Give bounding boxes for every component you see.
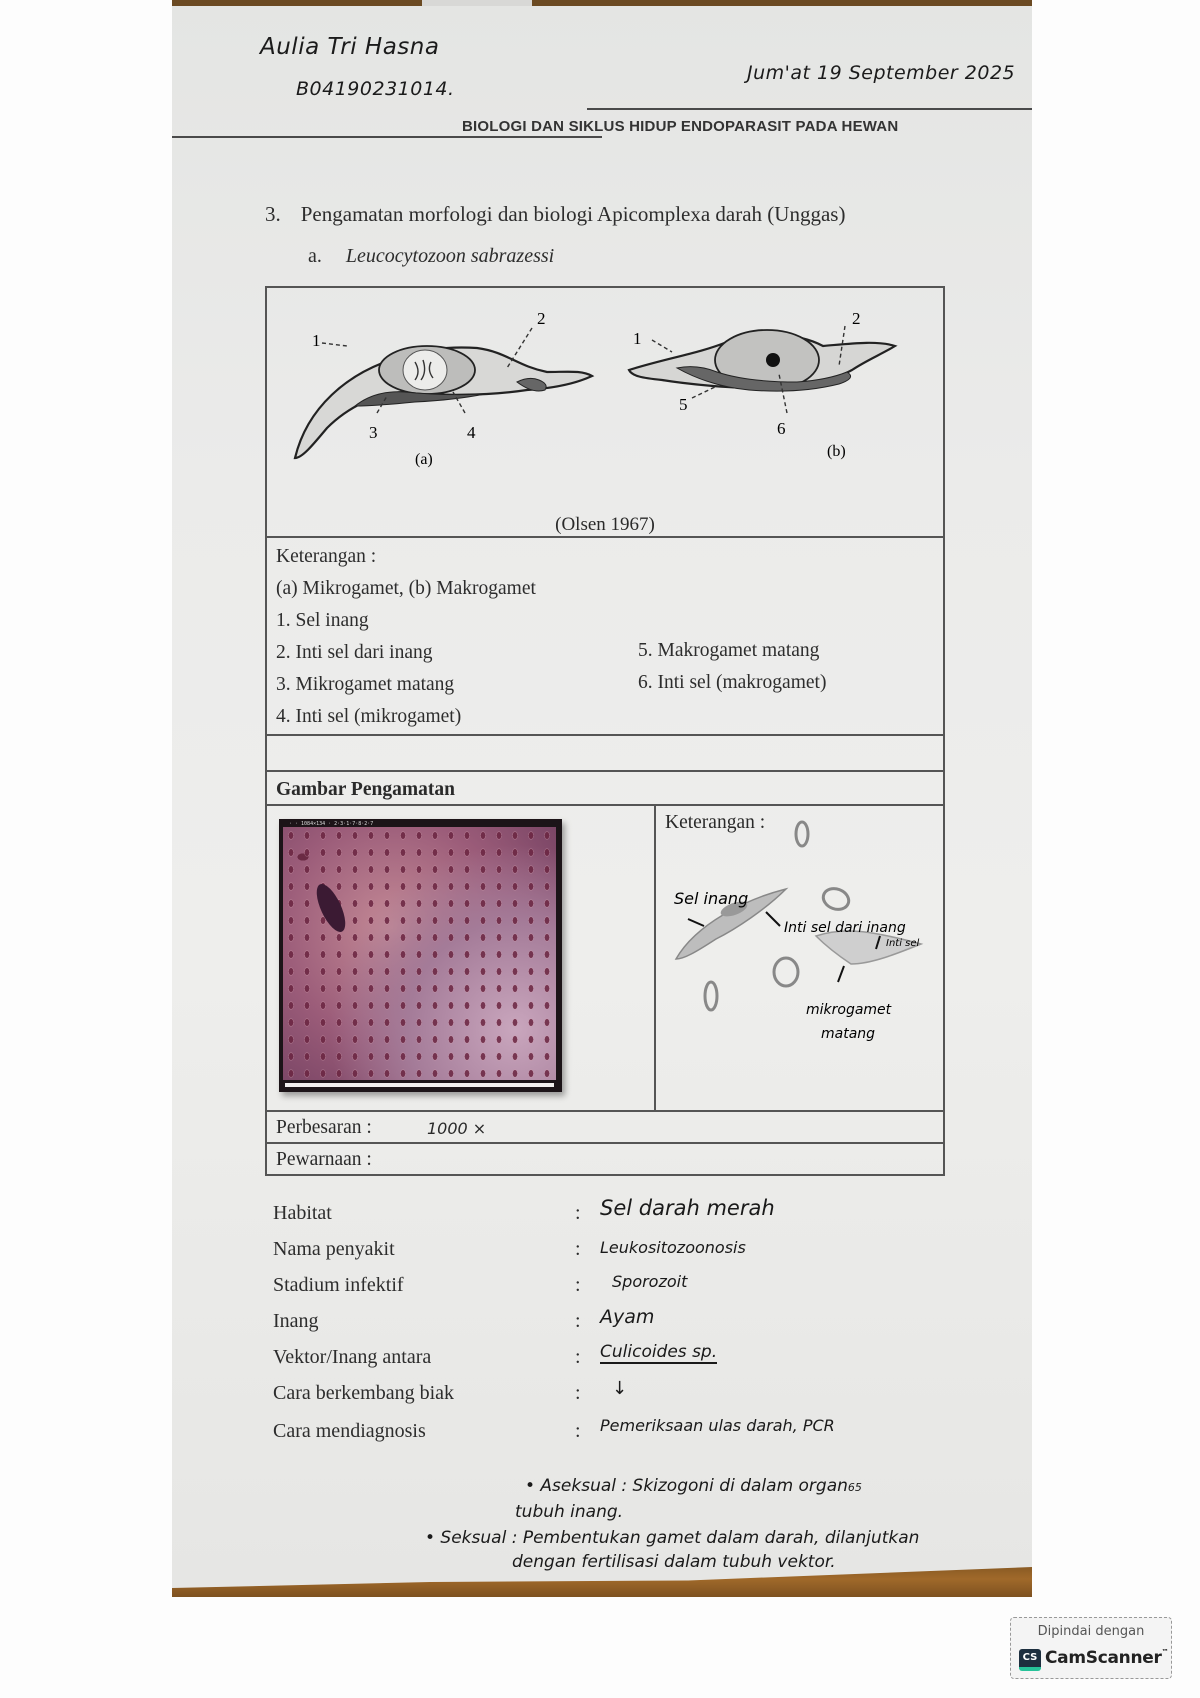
section-heading — [265, 202, 845, 227]
info-label-reproduction: Cara berkembang biak — [273, 1382, 455, 1404]
document-title: BIOLOGI DAN SIKLUS HIDUP ENDOPARASIT PADA HEWAN — [462, 118, 899, 135]
camscanner-watermark — [1010, 1617, 1172, 1679]
figure-citation: (Olsen 1967) — [555, 514, 655, 535]
marker-b-5: 5 — [679, 395, 688, 414]
note-asexual-cont: tubuh inang. — [515, 1502, 624, 1522]
sketch-label-mature-microgamete: mikrogamet matang — [806, 1002, 892, 1042]
info-value-infective-stage: Sporozoit — [612, 1272, 688, 1291]
info-value-disease: Leukositozoonosis — [600, 1238, 746, 1257]
microgamete-illustration — [295, 309, 592, 468]
date: Jum'at 19 September 2025 — [747, 62, 1016, 84]
watermark-caption: Dipindai dengan — [1037, 1624, 1145, 1639]
reference-figure — [265, 286, 945, 538]
staining-row — [265, 1142, 945, 1176]
parasite-diagram — [267, 288, 943, 508]
panel-a-label: (a) — [415, 451, 433, 468]
sketch-label-host-nucleus: Inti sel dari inang — [784, 920, 906, 936]
student-name: Aulia Tri Hasna — [260, 34, 440, 60]
student-id: B04190231014. — [296, 78, 455, 100]
section-title: Pengamatan morfologi dan biologi Apicomplexa darah (Unggas) — [300, 202, 846, 226]
info-label-habitat: Habitat — [273, 1202, 332, 1224]
legend-item: 1. Sel inang — [276, 610, 369, 631]
info-label-disease: Nama penyakit — [273, 1238, 395, 1260]
staining-label: Pewarnaan : — [276, 1149, 372, 1170]
sketch-label-host-cell: Sel inang — [674, 889, 749, 908]
table-edge-top — [172, 0, 1032, 6]
marker-b-2: 2 — [852, 309, 861, 328]
observation-note-label: Keterangan : — [665, 812, 766, 833]
figure-legend — [265, 536, 945, 736]
sub-number: a. — [308, 245, 322, 267]
legend-heading: Keterangan : — [276, 546, 377, 567]
micrograph-photo: · · 1084×134 · 2·3·1·7·8·2·7 — [279, 819, 562, 1092]
header-rule-right — [587, 108, 1032, 110]
macrogamete-illustration — [629, 309, 895, 460]
hand-sketch — [656, 804, 944, 1110]
header-rule-left — [172, 136, 602, 138]
species-name: Leucocytozoon sabrazessi — [345, 245, 555, 267]
legend-caption: (a) Mikrogamet, (b) Makrogamet — [276, 578, 536, 599]
info-value-reproduction-arrow: ↓ — [612, 1378, 628, 1399]
page-number: 65 — [847, 1481, 862, 1494]
magnification-label: Perbesaran : — [276, 1117, 372, 1138]
note-sexual: • Seksual : Pembentukan gamet dalam darah, dilanjutkan — [425, 1528, 920, 1548]
note-asexual: • Aseksual : Skizogoni di dalam organ65 — [525, 1476, 862, 1496]
marker-a-4: 4 — [467, 423, 476, 442]
camscanner-brand: CamScanner™ — [1045, 1648, 1169, 1668]
legend-item: 5. Makrogamet matang — [638, 640, 820, 661]
species-heading — [308, 245, 554, 268]
magnification-value: 1000 × — [427, 1119, 487, 1138]
table-edge-bottom — [172, 1567, 1032, 1597]
info-label-infective-stage: Stadium infektif — [273, 1274, 404, 1296]
info-value-habitat: Sel darah merah — [600, 1196, 775, 1220]
info-label-vector: Vektor/Inang antara — [273, 1346, 432, 1368]
note-sexual-cont: dengan fertilisasi dalam tubuh vektor. — [512, 1552, 836, 1572]
camscanner-logo-icon: CS — [1019, 1649, 1041, 1671]
info-label-diagnosis: Cara mendiagnosis — [273, 1420, 426, 1442]
marker-a-1: 1 — [312, 331, 321, 350]
marker-a-3: 3 — [369, 423, 378, 442]
marker-b-1: 1 — [633, 329, 642, 348]
magnification-row — [265, 1110, 945, 1144]
legend-item: 3. Mikrogamet matang — [276, 674, 455, 695]
blank-row — [265, 734, 945, 772]
observation-header — [265, 770, 945, 806]
section-number: 3. — [265, 202, 281, 226]
info-value-host: Ayam — [600, 1306, 655, 1328]
observation-heading: Gambar Pengamatan — [276, 779, 455, 800]
legend-item: 4. Inti sel (mikrogamet) — [276, 706, 462, 727]
marker-b-6: 6 — [777, 419, 786, 438]
sketch-label-cell-nucleus: Inti sel — [886, 938, 920, 949]
info-label-host: Inang — [273, 1310, 319, 1332]
legend-item: 6. Inti sel (makrogamet) — [638, 672, 827, 693]
panel-b-label: (b) — [827, 443, 846, 460]
info-value-vector: Culicoides sp. — [600, 1342, 718, 1362]
legend-item: 2. Inti sel dari inang — [276, 642, 433, 663]
info-value-diagnosis: Pemeriksaan ulas darah, PCR — [600, 1416, 835, 1435]
observation-panel — [265, 804, 945, 1112]
marker-a-2: 2 — [537, 309, 546, 328]
